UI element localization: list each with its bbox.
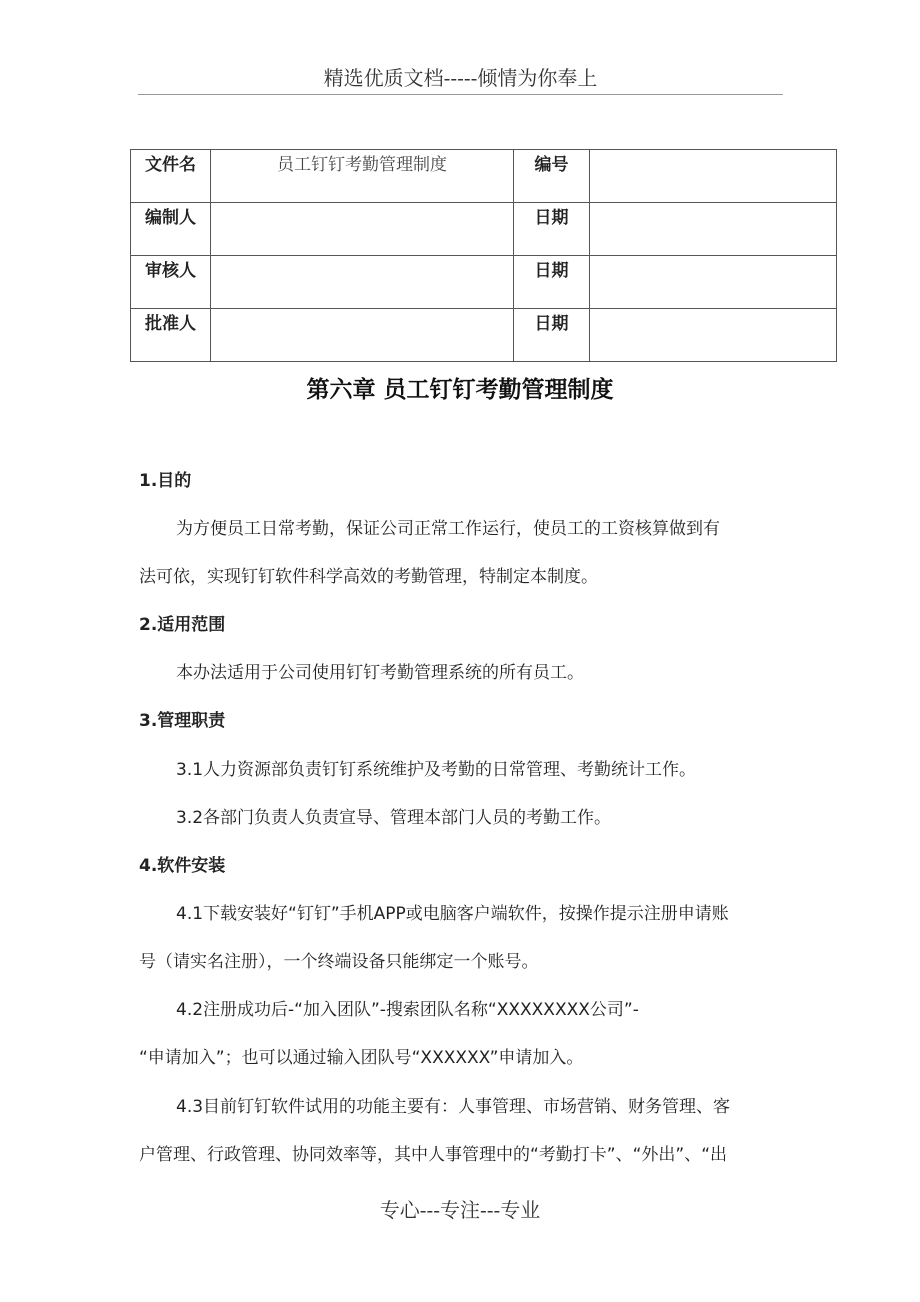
review-date-label: 日期 — [514, 256, 590, 309]
number-label: 编号 — [514, 150, 590, 203]
section-2-text-line: 本办法适用于公司使用钉钉考勤管理系统的所有员工。 — [176, 663, 584, 683]
section-4-2-text-line: “申请加入”；也可以通过输入团队号“XXXXXX”申请加入。 — [139, 1048, 584, 1068]
page-header: 精选优质文档-----倾情为你奉上 — [323, 66, 598, 90]
section-3-1-text: 3.1人力资源部负责钉钉系统维护及考勤的日常管理、考勤统计工作。 — [176, 760, 697, 780]
compiler-label: 编制人 — [131, 203, 211, 256]
compile-date-label: 日期 — [514, 203, 590, 256]
number-value — [590, 150, 837, 203]
section-3-2-text: 3.2各部门负责人负责宣导、管理本部门人员的考勤工作。 — [176, 808, 612, 828]
approve-date-label: 日期 — [514, 309, 590, 362]
section-2-heading: 2.适用范围 — [139, 615, 226, 635]
review-date-value — [590, 256, 837, 309]
reviewer-value — [211, 256, 514, 309]
compiler-value — [211, 203, 514, 256]
table-row — [131, 256, 837, 309]
table-row — [131, 203, 837, 256]
section-4-1-text-line: 号（请实名注册），一个终端设备只能绑定一个账号。 — [139, 952, 539, 972]
section-4-1-text-line: 4.1下载安装好“钉钉”手机APP或电脑客户端软件，按操作提示注册申请账 — [176, 904, 729, 924]
section-4-3-text-line: 4.3目前钉钉软件试用的功能主要有：人事管理、市场营销、财务管理、客 — [176, 1097, 731, 1117]
file-name-label: 文件名 — [131, 150, 211, 203]
section-3-heading: 3.管理职责 — [139, 711, 226, 731]
table-row — [131, 150, 837, 203]
header-divider — [138, 94, 783, 95]
section-1-heading: 1.目的 — [139, 471, 192, 491]
document-info-table — [130, 149, 837, 362]
approver-label: 批准人 — [131, 309, 211, 362]
reviewer-label: 审核人 — [131, 256, 211, 309]
table-row — [131, 309, 837, 362]
approve-date-value — [590, 309, 837, 362]
section-1-text-line: 法可依，实现钉钉软件科学高效的考勤管理，特制定本制度。 — [139, 567, 598, 587]
page-footer: 专心---专注---专业 — [379, 1198, 541, 1222]
compile-date-value — [590, 203, 837, 256]
section-1-text-line: 为方便员工日常考勤，保证公司正常工作运行，使员工的工资核算做到有 — [176, 519, 720, 539]
section-4-heading: 4.软件安装 — [139, 856, 226, 876]
section-4-3-text-line: 户管理、行政管理、协同效率等，其中人事管理中的“考勤打卡”、“外出”、“出 — [139, 1145, 728, 1165]
chapter-title: 第六章 员工钉钉考勤管理制度 — [306, 377, 614, 403]
approver-value — [211, 309, 514, 362]
file-name-value: 员工钉钉考勤管理制度 — [211, 150, 514, 203]
section-4-2-text-line: 4.2注册成功后-“加入团队”-搜索团队名称“XXXXXXXX公司”- — [176, 1000, 639, 1020]
